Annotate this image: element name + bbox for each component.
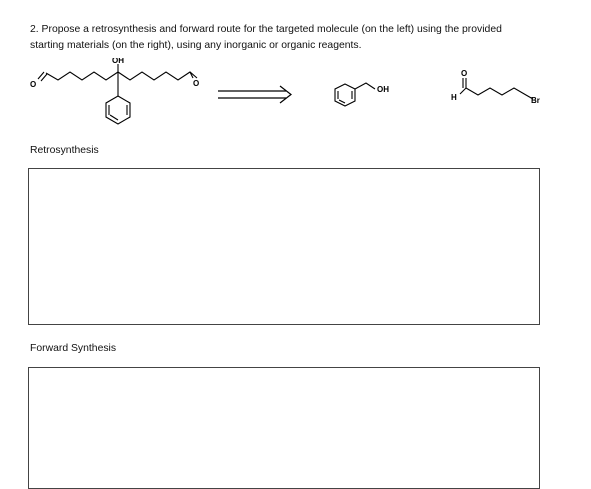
- retrosynthesis-answer-box[interactable]: [28, 168, 540, 325]
- bromo-aldehyde-bromine-label: Br: [531, 96, 540, 105]
- bromo-aldehyde-oxygen-label: O: [461, 69, 468, 78]
- question-text: [30, 22, 560, 54]
- starting-material-bromo-aldehyde: [460, 78, 533, 99]
- reaction-scheme: [0, 58, 591, 138]
- benzyl-alcohol-hydroxyl-label: OH: [377, 85, 389, 94]
- target-molecule: [38, 64, 200, 124]
- retrosynthesis-label: Retrosynthesis: [30, 145, 99, 156]
- starting-material-benzyl-alcohol: [335, 83, 375, 106]
- forward-synthesis-answer-box[interactable]: [28, 367, 540, 489]
- target-oxygen-left-label: O: [30, 80, 37, 89]
- bromo-aldehyde-hydrogen-label: H: [451, 93, 457, 102]
- target-oxygen-right-label: O: [193, 79, 200, 88]
- question-line-2: starting materials (on the right), using any inorganic or organic reagents.: [30, 40, 362, 51]
- retrosynthesis-arrow: [218, 86, 291, 103]
- target-hydroxyl-label: OH: [112, 58, 124, 65]
- question-line-1: 2. Propose a retrosynthesis and forward route for the targeted molecule (on the left) using the provided: [30, 24, 502, 35]
- forward-synthesis-label: Forward Synthesis: [30, 343, 117, 354]
